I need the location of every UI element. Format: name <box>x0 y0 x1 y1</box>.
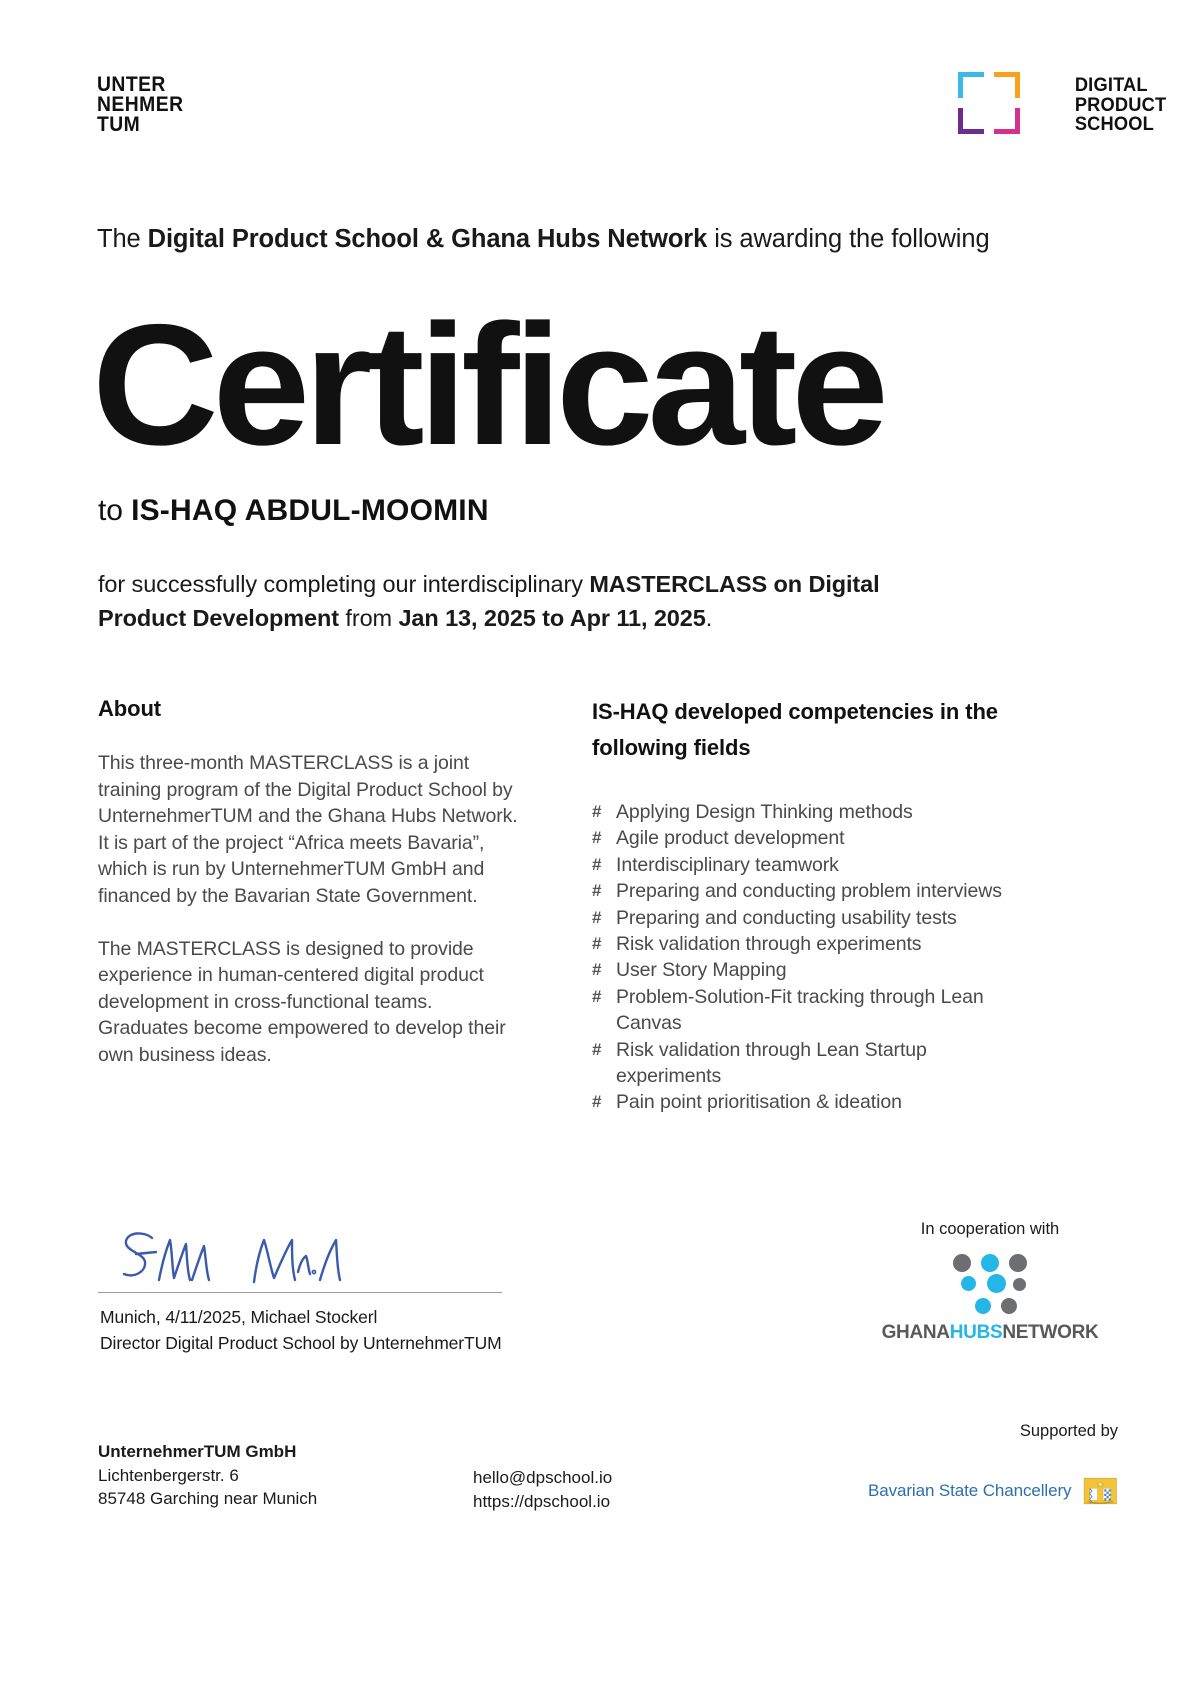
cooperation-block <box>860 1218 1120 1344</box>
competency-item <box>592 984 1032 1037</box>
unternehmertum-logo <box>97 75 183 135</box>
hash-bullet-icon: # <box>592 934 602 954</box>
signature-block <box>98 1228 518 1356</box>
competency-item <box>592 905 1032 931</box>
hash-bullet-icon: # <box>592 802 602 821</box>
hash-bullet-icon: # <box>592 828 602 848</box>
bracket-corner-bottom-right-icon <box>994 108 1020 134</box>
hash-bullet-icon: # <box>592 907 602 927</box>
dps-logo-line1: DIGITAL <box>1074 75 1148 96</box>
footer-address-line-1: Lichtenbergerstr. 6 <box>98 1465 239 1485</box>
completion-part1: for successfully completing our interdisciplinary <box>98 571 590 597</box>
awarding-suffix: is awarding the following <box>707 225 990 253</box>
digital-product-school-logo-text <box>1074 76 1166 135</box>
competency-label: Agile product development <box>616 827 845 850</box>
competency-label: Preparing and conducting problem interviews <box>616 880 1002 903</box>
competency-label: User Story Mapping <box>616 959 787 982</box>
competency-item <box>592 1037 1032 1090</box>
footer-website-link[interactable]: https://dpschool.io <box>473 1491 611 1511</box>
completion-statement <box>98 567 898 635</box>
competency-item <box>592 931 1032 957</box>
dps-logo-line3: SCHOOL <box>1074 114 1154 135</box>
about-paragraph-2: The MASTERCLASS is designed to provide experience in human-centered digital product development in cross-functional teams. Graduates become empowered to develop their own business ideas. <box>98 937 506 1066</box>
competency-item <box>592 957 1032 983</box>
digital-product-school-bracket-icon <box>958 72 1020 134</box>
footer-company-address <box>98 1440 317 1511</box>
hash-bullet-icon: # <box>592 881 602 901</box>
competency-item <box>592 1089 1032 1115</box>
bavarian-coat-of-arms-icon <box>1083 1466 1118 1516</box>
bavarian-state-chancellery-label: Bavarian State Chancellery <box>868 1481 1072 1500</box>
signature-caption <box>98 1304 518 1356</box>
competency-item <box>592 878 1032 904</box>
unternehmertum-logo-line2: NEHMER <box>97 93 184 116</box>
competencies-list <box>592 799 1032 1116</box>
supported-by-label: Supported by <box>1019 1422 1118 1440</box>
bracket-corner-top-right-icon <box>994 72 1020 98</box>
awarding-prefix: The <box>97 225 148 253</box>
hash-bullet-icon: # <box>592 854 602 874</box>
competency-item <box>592 825 1032 851</box>
supported-by-block <box>868 1420 1118 1516</box>
competency-label: Preparing and conducting usability tests <box>616 906 957 929</box>
ghn-word-ghana: GHANA <box>881 1322 950 1343</box>
footer-company-name: UnternehmerTUM GmbH <box>98 1442 297 1461</box>
ghana-hubs-network-dots-icon <box>947 1254 1033 1316</box>
recipient-line <box>98 492 489 530</box>
signature-caption-line2: Director Digital Product School by UnternehmerTUM <box>100 1333 502 1353</box>
competency-item <box>592 852 1032 878</box>
dps-logo-line2: PRODUCT <box>1074 94 1166 116</box>
signature-caption-line1: Munich, 4/11/2025, Michael Stockerl <box>100 1307 378 1327</box>
unternehmertum-logo-line3: TUM <box>97 113 141 136</box>
about-section <box>98 694 518 1069</box>
bracket-corner-bottom-left-icon <box>958 108 984 134</box>
awarding-statement <box>97 222 990 256</box>
footer-email[interactable]: hello@dpschool.io <box>473 1468 613 1487</box>
hash-bullet-icon: # <box>592 1092 602 1112</box>
recipient-prefix: to <box>98 494 132 527</box>
bracket-corner-top-left-icon <box>958 72 984 98</box>
competencies-heading: IS-HAQ developed competencies in the following fields <box>592 699 998 760</box>
ghn-word-hubs: HUBS <box>949 1322 1003 1343</box>
signature-rule <box>98 1292 502 1293</box>
hash-bullet-icon: # <box>592 960 602 980</box>
footer-contact <box>473 1466 612 1513</box>
unternehmertum-logo-line1: UNTER <box>97 73 166 96</box>
about-paragraph-1: This three-month MASTERCLASS is a joint training program of the Digital Product School by UnternehmerTUM and the Ghana Hubs Network. It is part of the project “Africa meets Bavaria”, which is run by UnternehmerTUM GmbH and financed by the Bavarian State Government. <box>98 752 518 907</box>
ghn-word-network: NETWORK <box>1002 1322 1099 1343</box>
awarding-issuer: Digital Product School & Ghana Hubs Network <box>147 225 708 253</box>
competency-label: Applying Design Thinking methods <box>616 801 913 823</box>
competency-label: Risk validation through Lean Startup experiments <box>616 1038 927 1088</box>
competencies-section <box>592 694 1032 1116</box>
competency-label: Pain point prioritisation & ideation <box>616 1091 902 1114</box>
about-heading: About <box>98 696 162 721</box>
completion-part3: . <box>705 605 713 631</box>
competency-label: Risk validation through experiments <box>616 933 922 956</box>
competency-label: Problem-Solution-Fit tracking through Lean Canvas <box>616 985 984 1035</box>
certificate-header <box>0 0 1190 160</box>
completion-program: MASTERCLASS on Digital Product Development <box>98 571 880 631</box>
ghana-hubs-network-wordmark <box>882 1322 1099 1344</box>
hash-bullet-icon: # <box>592 1039 602 1059</box>
ghana-hubs-network-logo <box>860 1254 1120 1344</box>
signature-image <box>114 1228 374 1290</box>
competency-label: Interdisciplinary teamwork <box>616 853 839 876</box>
completion-part2: from <box>338 605 399 631</box>
hash-bullet-icon: # <box>592 986 602 1006</box>
recipient-name: IS-HAQ ABDUL-MOOMIN <box>131 494 489 527</box>
cooperation-label: In cooperation with <box>920 1220 1060 1238</box>
competency-item <box>592 799 1032 825</box>
completion-dates: Jan 13, 2025 to Apr 11, 2025 <box>398 605 706 631</box>
footer-address-line-2: 85748 Garching near Munich <box>98 1489 318 1508</box>
page-title: Certificate <box>92 289 883 481</box>
